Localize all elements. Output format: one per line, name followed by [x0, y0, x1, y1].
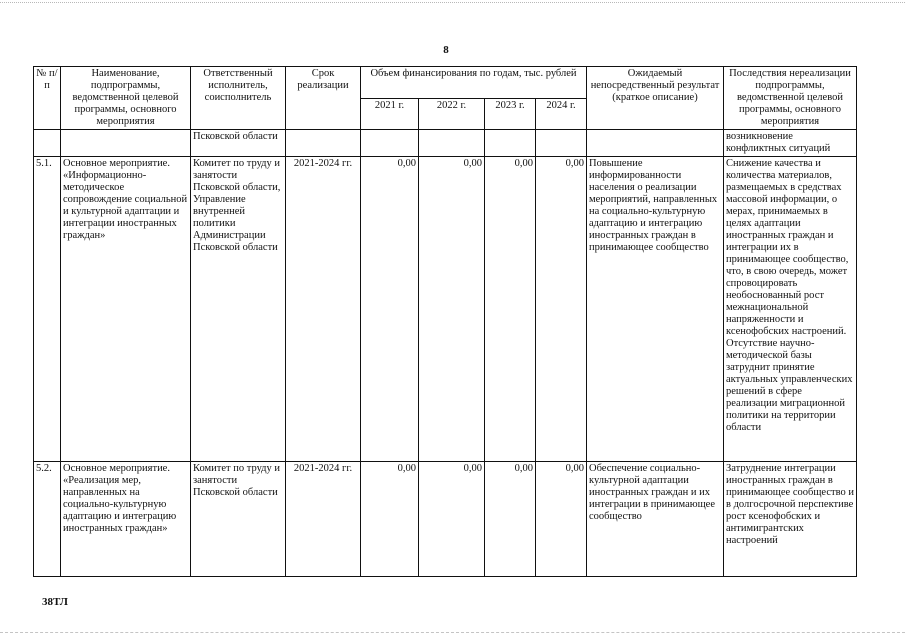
header-num: № п/п	[34, 67, 61, 130]
cont-2023	[485, 130, 536, 157]
header-year-2022: 2022 г.	[419, 98, 485, 130]
table-row	[34, 157, 857, 462]
row-term: 2021-2024 гг.	[286, 462, 361, 577]
table-row	[34, 462, 857, 577]
row-num: 5.2.	[34, 462, 61, 577]
cont-2024	[536, 130, 587, 157]
row-name: Основное мероприятие. «Информационно-методическое сопровождение социальной и культурной адаптации и интеграции иностранных граждан»	[61, 157, 191, 462]
row-funding-2023: 0,00	[485, 462, 536, 577]
header-executor: Ответственный исполнитель, соисполнитель	[191, 67, 286, 130]
cont-result	[587, 130, 724, 157]
header-year-2023: 2023 г.	[485, 98, 536, 130]
row-executor: Комитет по труду и занятости Псковской области	[191, 462, 286, 577]
header-name: Наименование, подпрограммы, ведомственной целевой программы, основного мероприятия	[61, 67, 191, 130]
row-num: 5.1.	[34, 157, 61, 462]
cont-num	[34, 130, 61, 157]
row-funding-2023: 0,00	[485, 157, 536, 462]
header-year-2021: 2021 г.	[361, 98, 419, 130]
program-table	[33, 66, 857, 577]
cont-term	[286, 130, 361, 157]
cont-2022	[419, 130, 485, 157]
scan-edge-bottom	[0, 632, 905, 633]
row-funding-2021: 0,00	[361, 157, 419, 462]
row-funding-2022: 0,00	[419, 462, 485, 577]
header-result: Ожидаемый непосредственный результат (краткое описание)	[587, 67, 724, 130]
row-funding-2024: 0,00	[536, 462, 587, 577]
row-funding-2021: 0,00	[361, 462, 419, 577]
header-row-1	[34, 67, 857, 99]
row-consequences: Снижение качества и количества материалов, размещаемых в средствах массовой информации, о мерах, принимаемых в целях адаптации иностранных граждан и интеграции их в принимающее сообщество, что, в свою очередь, может спровоцировать необоснованный рост межнациональной напряженности и ксенофобских настроений. Отсутствие научно-методической базы затруднит принятие актуальных управленческих решений в сфере реализации миграционной политики на территории области	[724, 157, 857, 462]
page-number: 8	[443, 44, 449, 56]
row-funding-2024: 0,00	[536, 157, 587, 462]
continuation-row	[34, 130, 857, 157]
header-consequences: Последствия нереализации подпрограммы, ведомственной целевой программы, основного мероприятия	[724, 67, 857, 130]
header-year-2024: 2024 г.	[536, 98, 587, 130]
cont-consequences: возникновение конфликтных ситуаций	[724, 130, 857, 157]
header-funding: Объем финансирования по годам, тыс. рублей	[361, 67, 587, 99]
cont-name	[61, 130, 191, 157]
row-result: Обеспечение социально-культурной адаптации иностранных граждан и их интеграции в принимающее сообщество	[587, 462, 724, 577]
footer-code: 38ТЛ	[42, 596, 68, 608]
header-term: Срок реализации	[286, 67, 361, 130]
scan-edge-top	[0, 2, 905, 3]
row-consequences: Затруднение интеграции иностранных граждан в принимающее сообщество и в долгосрочной перспективе рост ксенофобских и антимигрантских настроений	[724, 462, 857, 577]
row-funding-2022: 0,00	[419, 157, 485, 462]
row-executor: Комитет по труду и занятости Псковской области, Управление внутренней политики Администрации Псковской области	[191, 157, 286, 462]
row-name: Основное мероприятие. «Реализация мер, направленных на социально-культурную адаптацию и интеграцию иностранных граждан»	[61, 462, 191, 577]
cont-executor: Псковской области	[191, 130, 286, 157]
row-term: 2021-2024 гг.	[286, 157, 361, 462]
row-result: Повышение информированности населения о реализации мероприятий, направленных на социально-культурную адаптацию и интеграцию иностранных граждан в принимающее сообщество	[587, 157, 724, 462]
cont-2021	[361, 130, 419, 157]
